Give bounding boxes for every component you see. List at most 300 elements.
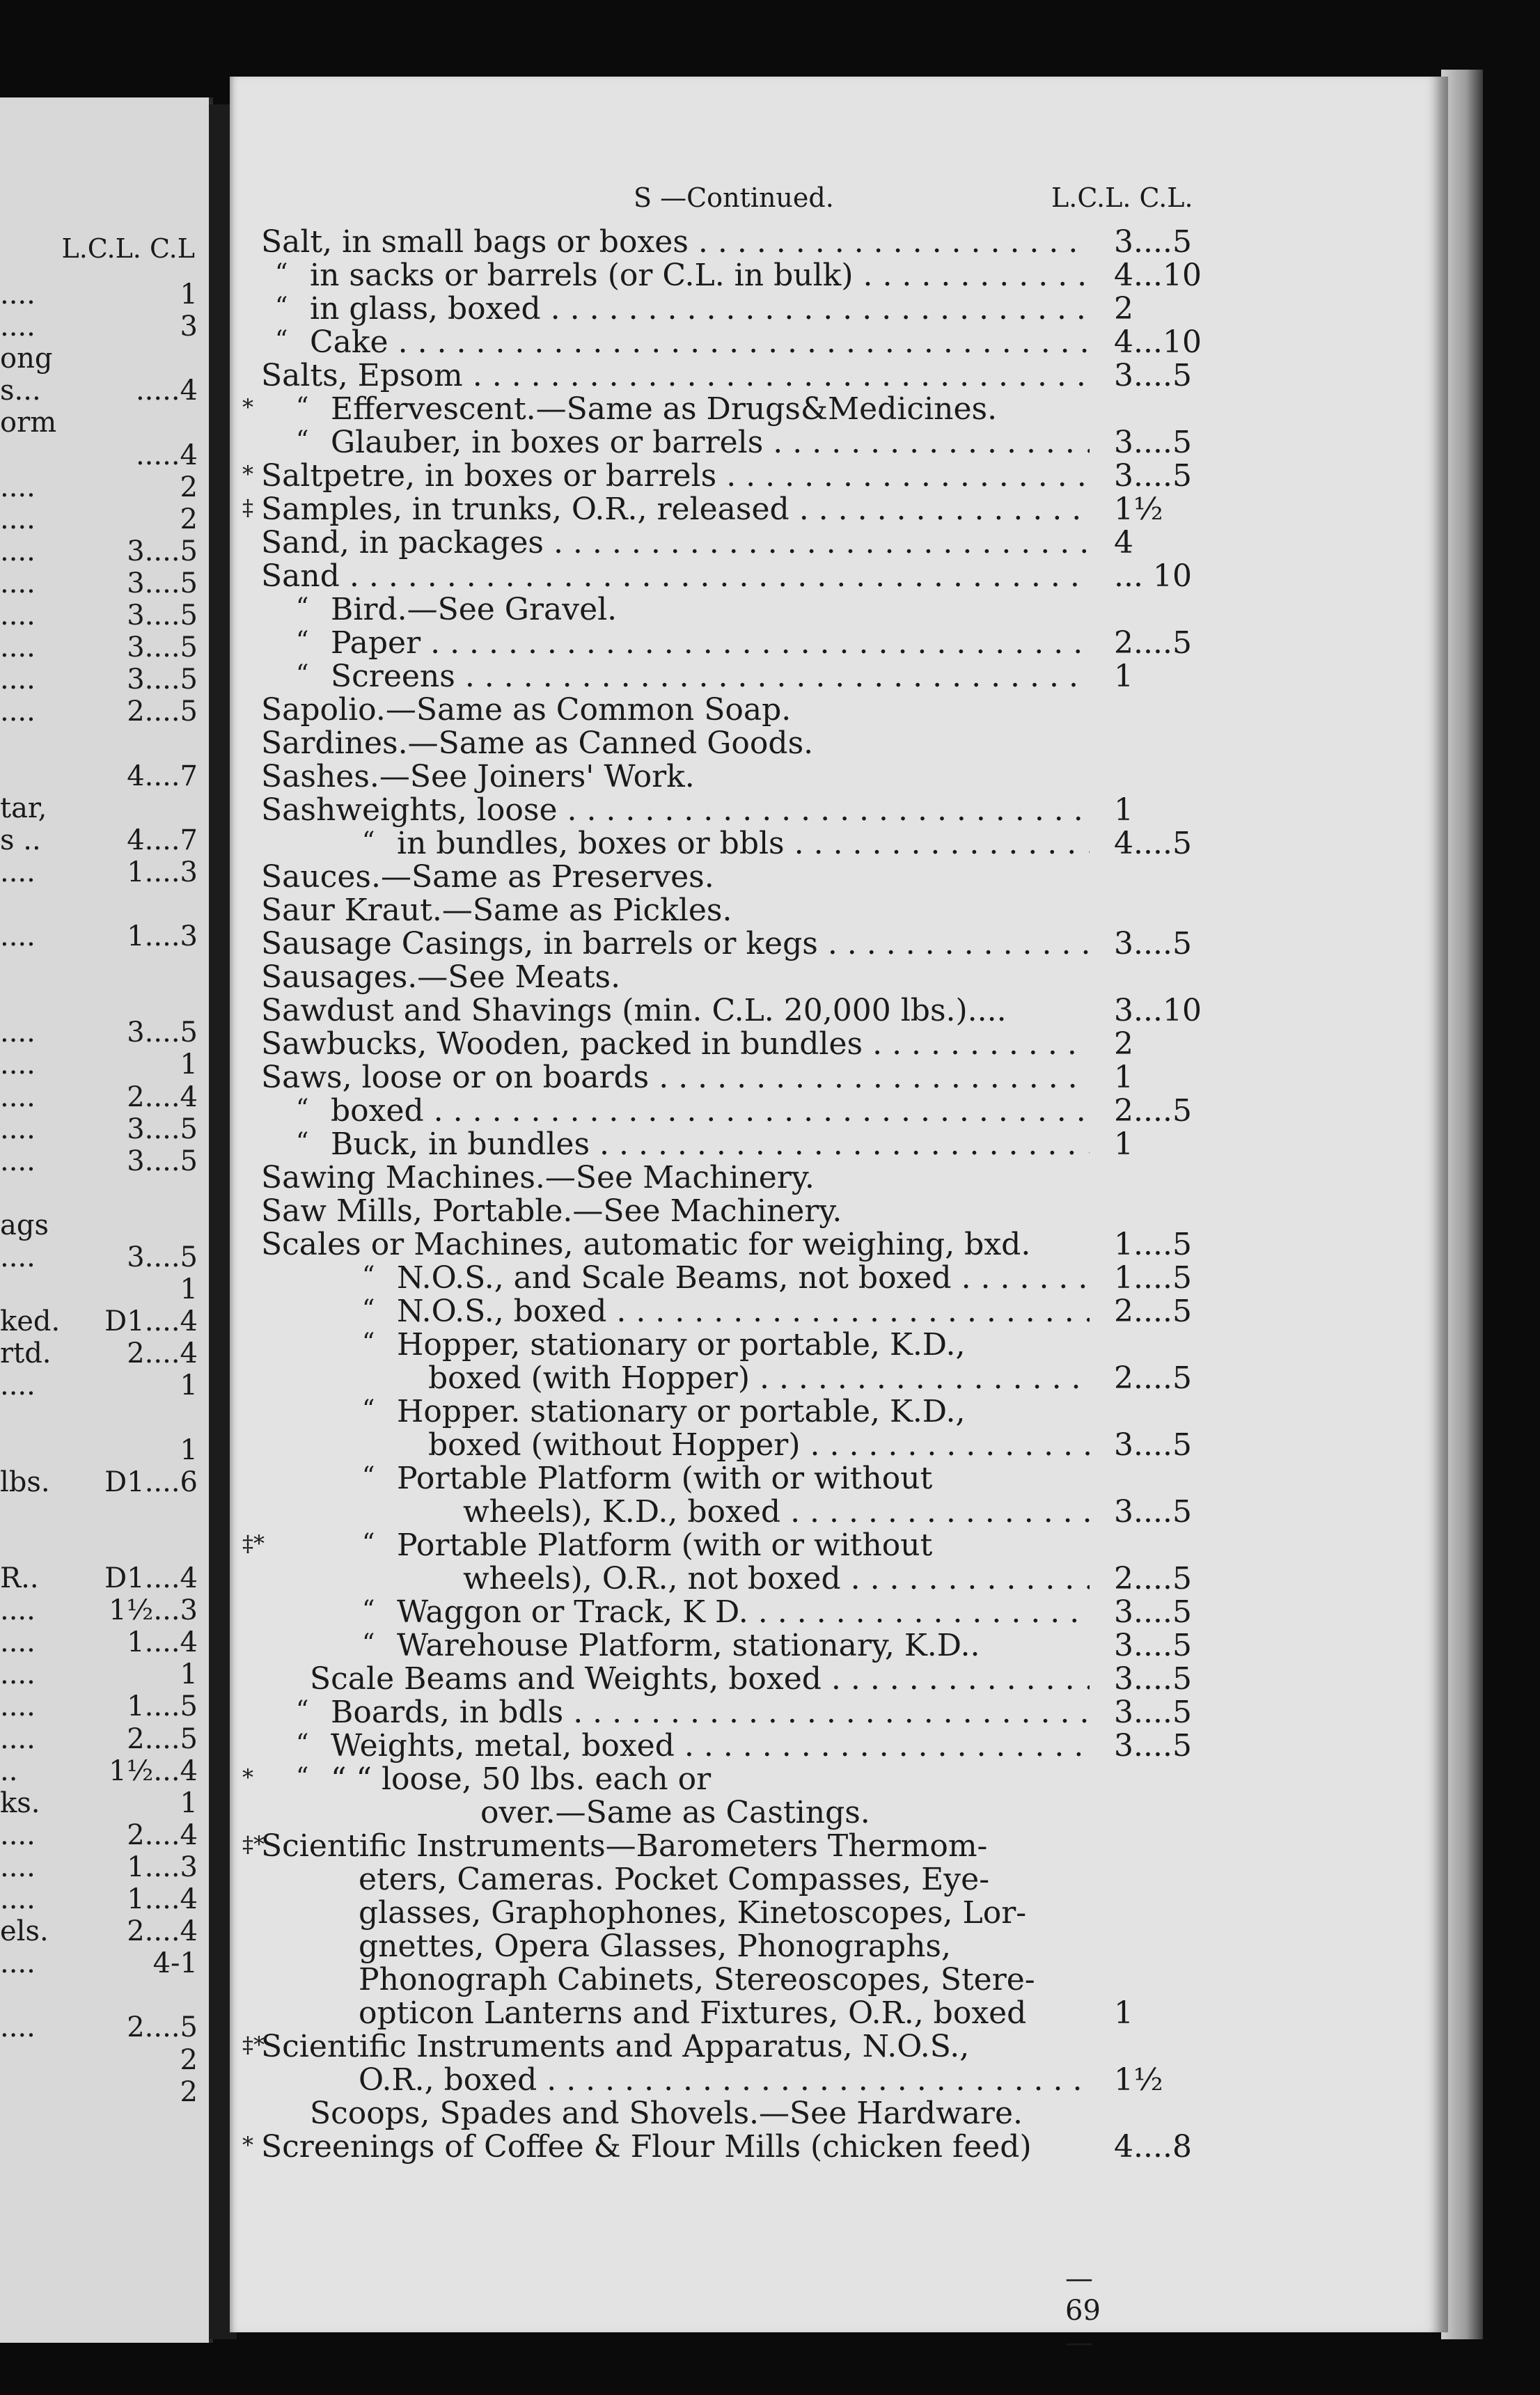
- left-row-text: ....: [0, 1594, 36, 1627]
- left-page-row: [0, 2076, 198, 2110]
- entry-text: Sawing Machines.—See Machinery.: [261, 1160, 815, 1195]
- left-row-rate: D1....4: [104, 1562, 198, 1594]
- entry-text: Saltpetre, in boxes or barrels . . .: [261, 458, 1090, 494]
- entry-text: Warehouse Platform, stationary, K.D..: [397, 1628, 980, 1663]
- entry-rate: 1: [1114, 1126, 1133, 1162]
- entry-text: glasses, Graphophones, Kinetoscopes, Lor-: [359, 1895, 1027, 1931]
- entry-rate: 3....5: [1114, 458, 1192, 494]
- entry-rate: 3....5: [1114, 1594, 1192, 1630]
- page-header: [230, 182, 1448, 217]
- left-row-text: ....: [0, 1369, 36, 1402]
- tariff-entry: [230, 391, 1448, 425]
- tariff-entry: [230, 893, 1448, 926]
- tariff-entry: [230, 1661, 1448, 1695]
- entry-text: Hopper. stationary or portable, K.D.,: [397, 1394, 966, 1429]
- left-row-text: ....: [0, 311, 36, 343]
- tariff-entry: [230, 859, 1448, 893]
- entry-text: Sauces.—Same as Preserves.: [261, 859, 714, 895]
- entry-rate: 3....5: [1114, 1427, 1192, 1463]
- left-page-row: [0, 567, 198, 601]
- left-row-text: ....: [0, 1690, 36, 1723]
- tariff-entry: [230, 1126, 1448, 1160]
- tariff-entry: [230, 258, 1448, 291]
- ditto-mark: “: [362, 1462, 375, 1491]
- left-row-text: rtd.: [0, 1337, 52, 1370]
- left-page-row: [0, 952, 198, 986]
- left-page-row: [0, 503, 198, 537]
- left-row-text: ....: [0, 567, 36, 599]
- entry-rate: 1....5: [1114, 1227, 1192, 1262]
- left-page-row: [0, 1626, 198, 1660]
- left-row-rate: 2....5: [127, 696, 198, 728]
- left-page-row: [0, 1177, 198, 1211]
- tariff-entry: [230, 1093, 1448, 1129]
- left-page-row: [0, 696, 198, 729]
- tariff-entry: [230, 759, 1448, 792]
- entry-rate: 3....5: [1114, 1695, 1192, 1730]
- left-row-text: s...: [0, 375, 41, 407]
- left-row-rate: 1½...4: [109, 1754, 198, 1787]
- entry-text: Sausage Casings, in barrels or kegs . . .: [261, 926, 1090, 961]
- left-row-text: ks.: [0, 1787, 40, 1819]
- left-page-row: [0, 984, 198, 1018]
- entry-text: Scientific Instruments and Apparatus, N.O.S.,: [261, 2029, 970, 2064]
- tariff-entry: [230, 1260, 1448, 1294]
- entry-rate: 3...10: [1114, 993, 1202, 1028]
- tariff-entry: [230, 1895, 1448, 1929]
- left-page-row: [0, 663, 198, 697]
- tariff-entry: [230, 725, 1448, 759]
- entry-mark: *: [242, 394, 253, 421]
- entry-text: Glauber, in boxes or barrels . . .: [331, 425, 1090, 460]
- ditto-mark: “: [296, 393, 309, 421]
- entry-rate: 3....5: [1114, 1728, 1192, 1764]
- entry-rate: 2....5: [1114, 1561, 1192, 1596]
- left-row-text: s ..: [0, 824, 41, 856]
- entry-text: Cake . . .: [310, 324, 1090, 360]
- entry-text: Sausages.—See Meats.: [261, 959, 621, 995]
- left-row-rate: .....4: [135, 375, 198, 407]
- left-page-column-header: L.C.L. C.L: [61, 233, 195, 264]
- left-page-row: [0, 760, 198, 794]
- left-row-rate: 3....5: [127, 1145, 198, 1177]
- left-page-row: [0, 1883, 198, 1917]
- tariff-entry: [230, 1461, 1448, 1494]
- entry-text: Sawbucks, Wooden, packed in bundles . . .: [261, 1026, 1090, 1062]
- entry-rate: 3....5: [1114, 1494, 1192, 1530]
- left-page-row: [0, 1562, 198, 1596]
- entry-text: in glass, boxed . . .: [310, 291, 1090, 327]
- continued-heading: S —Continued.: [634, 182, 834, 213]
- left-page-row: [0, 1016, 198, 1050]
- left-row-text: ....: [0, 1658, 36, 1691]
- left-row-text: ....: [0, 920, 36, 952]
- page-number: —69—: [1065, 2263, 1101, 2359]
- left-row-text: ....: [0, 1241, 36, 1273]
- left-page-row: [0, 824, 198, 858]
- left-page-row: [0, 471, 198, 505]
- tariff-entry: [230, 1962, 1448, 1995]
- entry-text: Buck, in bundles . . .: [331, 1126, 1090, 1162]
- tariff-entry: [230, 558, 1448, 592]
- ditto-mark: “: [296, 1696, 309, 1725]
- left-row-rate: .....4: [135, 439, 198, 471]
- left-row-rate: 2: [180, 2043, 198, 2076]
- left-row-text: ....: [0, 663, 36, 696]
- tariff-entry: [230, 692, 1448, 728]
- tariff-entry: [230, 659, 1448, 692]
- entry-text: wheels), K.D., boxed . . .: [463, 1494, 1090, 1530]
- entry-text: N.O.S., and Scale Beams, not boxed . . .: [397, 1260, 1090, 1296]
- ditto-mark: “: [296, 627, 309, 655]
- left-row-rate: D1....6: [104, 1466, 198, 1498]
- left-page-row: [0, 856, 198, 890]
- left-row-rate: D1....4: [104, 1305, 198, 1338]
- tariff-entry: [230, 625, 1448, 659]
- left-row-text: R..: [0, 1562, 39, 1594]
- left-page-row: [0, 1337, 198, 1371]
- entry-text: Sashes.—See Joiners' Work.: [261, 759, 695, 794]
- entry-text: O.R., boxed . . .: [359, 2062, 1090, 2098]
- entry-text: Portable Platform (with or without: [397, 1461, 933, 1496]
- entry-text: N.O.S., boxed . . .: [397, 1294, 1090, 1329]
- ditto-mark: “: [275, 326, 288, 354]
- left-row-text: ....: [0, 1883, 36, 1915]
- tariff-entry: [230, 1060, 1448, 1093]
- tariff-entry: [230, 1193, 1448, 1227]
- left-page-row: [0, 792, 198, 826]
- left-row-rate: 3....5: [127, 567, 198, 599]
- tariff-entry: [230, 826, 1448, 859]
- entry-text: Portable Platform (with or without: [397, 1528, 933, 1563]
- left-row-rate: 1....4: [127, 1883, 198, 1915]
- left-page-row: [0, 2044, 198, 2078]
- entry-text: Samples, in trunks, O.R., released . . .: [261, 492, 1090, 527]
- left-row-rate: 1: [180, 278, 198, 311]
- left-row-rate: 1....3: [127, 1851, 198, 1883]
- tariff-entry: [230, 1227, 1448, 1260]
- left-page-row: [0, 1723, 198, 1757]
- left-page-row: [0, 728, 198, 761]
- ditto-mark: “: [362, 1262, 375, 1290]
- tariff-entry: [230, 1360, 1448, 1394]
- tariff-entry: [230, 1995, 1448, 2029]
- entry-rate: 4...10: [1114, 258, 1202, 293]
- left-row-text: ....: [0, 535, 36, 567]
- left-row-rate: 3....5: [127, 663, 198, 696]
- ditto-mark: “: [296, 426, 309, 455]
- ditto-mark: “: [296, 1094, 309, 1123]
- entry-text: “ “ loose, 50 lbs. each or: [331, 1761, 712, 1797]
- entry-mark: ‡*: [242, 1530, 265, 1557]
- entry-rate: 1: [1114, 659, 1133, 694]
- tariff-entry: [230, 1929, 1448, 1962]
- left-row-text: ....: [0, 696, 36, 728]
- left-row-text: ....: [0, 278, 36, 311]
- entry-text: Weights, metal, boxed . . .: [331, 1728, 1090, 1764]
- entry-mark: *: [242, 461, 253, 487]
- left-page-row: [0, 631, 198, 665]
- left-page-row: [0, 1209, 198, 1243]
- tariff-entry: [230, 291, 1448, 327]
- left-row-rate: 2....4: [127, 1081, 198, 1113]
- tariff-entry: [230, 492, 1448, 525]
- left-page-row: [0, 535, 198, 569]
- ditto-mark: “: [296, 1729, 309, 1758]
- entry-text: Scale Beams and Weights, boxed . . .: [310, 1661, 1090, 1697]
- entry-text: gnettes, Opera Glasses, Phonographs,: [359, 1929, 951, 1964]
- entry-rate: 1....5: [1114, 1260, 1192, 1296]
- left-row-text: ....: [0, 631, 36, 664]
- tariff-entry: [230, 1862, 1448, 1895]
- entry-rate: 1: [1114, 1995, 1133, 2031]
- left-row-text: ....: [0, 1626, 36, 1659]
- tariff-entry: [230, 792, 1448, 826]
- left-row-rate: 1: [180, 1049, 198, 1081]
- ditto-mark: “: [275, 292, 288, 321]
- left-row-text: ....: [0, 503, 36, 535]
- left-row-rate: 1....3: [127, 920, 198, 952]
- left-page-row: [0, 1947, 198, 1981]
- left-row-rate: 2....5: [127, 1722, 198, 1755]
- left-page-row: [0, 278, 198, 312]
- entry-mark: ‡: [242, 494, 253, 521]
- tariff-entry: [230, 1561, 1448, 1594]
- left-row-text: els.: [0, 1915, 49, 1948]
- left-row-rate: 3....5: [127, 1016, 198, 1049]
- left-row-rate: 1: [180, 1434, 198, 1466]
- entry-mark: *: [242, 2132, 253, 2158]
- left-row-rate: 1: [180, 1369, 198, 1402]
- left-page-row: [0, 599, 198, 633]
- tariff-entry: [230, 1795, 1448, 1828]
- left-row-rate: 2: [180, 503, 198, 535]
- entry-text: Salts, Epsom . . .: [261, 358, 1090, 393]
- entry-rate: 1½: [1114, 2062, 1163, 2098]
- left-page-row: [0, 1402, 198, 1436]
- entry-text: Sand . . .: [261, 558, 1090, 594]
- entry-text: Screenings of Coffee & Flour Mills (chicken feed): [261, 2129, 1032, 2165]
- entry-rate: 2....5: [1114, 1294, 1192, 1329]
- left-row-rate: 1: [180, 1787, 198, 1819]
- tariff-entry: [230, 2096, 1448, 2129]
- tariff-entry: [230, 324, 1448, 358]
- tariff-entry: [230, 2129, 1448, 2165]
- tariff-entry: [230, 2062, 1448, 2096]
- left-row-text: ....: [0, 1851, 36, 1883]
- entry-rate: 3....5: [1114, 1661, 1192, 1697]
- tariff-entry: [230, 425, 1448, 458]
- left-page-row: [0, 1145, 198, 1179]
- left-row-rate: 3....5: [127, 535, 198, 567]
- entry-mark: ‡*: [242, 2032, 265, 2058]
- left-row-rate: 3....5: [127, 631, 198, 664]
- left-page-row: [0, 1530, 198, 1564]
- left-row-rate: 2....4: [127, 1915, 198, 1948]
- entry-text: wheels), O.R., not boxed . . .: [463, 1561, 1090, 1596]
- ditto-mark: “: [296, 660, 309, 689]
- left-page-row: [0, 1241, 198, 1275]
- tariff-entry: [230, 525, 1448, 558]
- left-page-row: [0, 1787, 198, 1821]
- entry-rate: 2....5: [1114, 1360, 1192, 1396]
- ditto-mark: “: [362, 1529, 375, 1557]
- entry-text: boxed . . .: [331, 1093, 1090, 1129]
- ditto-mark: “: [296, 593, 309, 622]
- entry-text: Saws, loose or on boards . . .: [261, 1060, 1090, 1095]
- left-row-text: ....: [0, 1081, 36, 1113]
- left-page-row: [0, 2011, 198, 2045]
- tariff-entry: [230, 1294, 1448, 1327]
- tariff-page: [230, 77, 1448, 2359]
- left-page-row: [0, 1369, 198, 1403]
- left-page-row: [0, 888, 198, 922]
- left-row-text: ....: [0, 2011, 36, 2044]
- left-page-row: [0, 375, 198, 408]
- entry-text: in sacks or barrels (or C.L. in bulk) . . .: [310, 258, 1090, 293]
- tariff-entry: [230, 1528, 1448, 1561]
- entry-text: Hopper, stationary or portable, K.D.,: [397, 1327, 966, 1363]
- entry-text: over.—Same as Castings.: [480, 1795, 870, 1830]
- entry-rate: 2: [1114, 1026, 1133, 1062]
- left-row-text: ....: [0, 1049, 36, 1081]
- left-page-row: [0, 1273, 198, 1307]
- tariff-entry: [230, 1728, 1448, 1764]
- left-row-text: ked.: [0, 1305, 61, 1338]
- tariff-entry: [230, 1160, 1448, 1193]
- entry-text: in bundles, boxes or bbls . . .: [397, 826, 1090, 861]
- tariff-entry: [230, 926, 1448, 959]
- left-row-rate: 1....3: [127, 856, 198, 888]
- entry-rate: 3....5: [1114, 1628, 1192, 1663]
- entry-text: Saur Kraut.—Same as Pickles.: [261, 893, 732, 928]
- entry-text: Saw Mills, Portable.—See Machinery.: [261, 1193, 842, 1229]
- left-row-rate: 4....7: [127, 824, 198, 856]
- left-page-row: [0, 1755, 198, 1789]
- entry-rate: 4: [1114, 525, 1133, 560]
- left-row-rate: 3....5: [127, 1241, 198, 1273]
- entry-rate: 1½: [1114, 492, 1163, 527]
- left-page-row: [0, 1819, 198, 1853]
- entry-text: Scales or Machines, automatic for weighing, bxd.: [261, 1227, 1031, 1262]
- left-page-row: [0, 1498, 198, 1532]
- left-row-text: lbs.: [0, 1466, 50, 1498]
- entry-text: boxed (with Hopper) . . .: [428, 1360, 1090, 1396]
- entry-rate: 4....5: [1114, 826, 1192, 861]
- entry-text: Waggon or Track, K D. . . .: [397, 1594, 1090, 1630]
- entry-text: Boards, in bdls . . .: [331, 1695, 1090, 1730]
- entry-text: eters, Cameras. Pocket Compasses, Eye-: [359, 1862, 990, 1897]
- left-page-row: [0, 1466, 198, 1500]
- left-page-row: [0, 1979, 198, 2013]
- left-row-rate: 1....4: [127, 1626, 198, 1659]
- left-page-row: [0, 1049, 198, 1082]
- tariff-entry: [230, 1761, 1448, 1795]
- tariff-entry: [230, 224, 1448, 258]
- rate-column-headers: L.C.L. C.L.: [1051, 182, 1193, 213]
- left-row-text: ....: [0, 856, 36, 888]
- left-row-rate: 4....7: [127, 760, 198, 792]
- left-row-rate: 3: [180, 311, 198, 343]
- left-row-rate: 3....5: [127, 599, 198, 631]
- left-row-text: ....: [0, 1016, 36, 1049]
- tariff-entry: [230, 1394, 1448, 1427]
- tariff-entry: [230, 1427, 1448, 1461]
- left-row-text: ....: [0, 1819, 36, 1851]
- left-row-text: ....: [0, 1947, 36, 1980]
- entry-rate: 2....5: [1114, 1093, 1192, 1129]
- left-row-text: ags: [0, 1209, 49, 1241]
- left-facing-page: [0, 97, 213, 2343]
- ditto-mark: “: [362, 1328, 375, 1357]
- left-row-text: orm: [0, 407, 57, 439]
- ditto-mark: “: [362, 1629, 375, 1658]
- tariff-entry: [230, 1695, 1448, 1728]
- left-page-row: [0, 343, 198, 376]
- left-page-row: [0, 1690, 198, 1724]
- left-row-rate: 4-1: [152, 1947, 198, 1980]
- left-row-rate: 1: [180, 1658, 198, 1691]
- left-row-rate: 1½...3: [109, 1594, 198, 1627]
- entry-rate: ... 10: [1114, 558, 1192, 594]
- entry-rate: 4....8: [1114, 2129, 1192, 2165]
- left-page-row: [0, 407, 198, 440]
- left-row-rate: 2....5: [127, 2011, 198, 2044]
- left-page-row: [0, 311, 198, 344]
- tariff-entry: [230, 1494, 1448, 1528]
- ditto-mark: “: [362, 1295, 375, 1324]
- ditto-mark: “: [296, 1763, 309, 1791]
- left-row-text: ong: [0, 343, 53, 375]
- left-row-text: ....: [0, 1145, 36, 1177]
- entry-text: Sawdust and Shavings (min. C.L. 20,000 lbs.)....: [261, 993, 1007, 1028]
- entry-rate: 4...10: [1114, 324, 1202, 360]
- left-row-rate: 1: [180, 1273, 198, 1306]
- left-page-row: [0, 1594, 198, 1628]
- entry-text: Effervescent.—Same as Drugs&Medicines.: [331, 391, 998, 427]
- tariff-entry: [230, 358, 1448, 391]
- entry-text: Sashweights, loose . . .: [261, 792, 1090, 828]
- left-row-rate: 3....5: [127, 1113, 198, 1145]
- left-row-text: ....: [0, 1722, 36, 1755]
- tariff-entry: [230, 592, 1448, 625]
- tariff-entry: [230, 2029, 1448, 2062]
- left-row-text: ....: [0, 1113, 36, 1145]
- ditto-mark: “: [362, 1596, 375, 1624]
- tariff-entry: [230, 458, 1448, 492]
- entry-text: Salt, in small bags or boxes . . .: [261, 224, 1090, 260]
- left-row-rate: 1....5: [127, 1690, 198, 1723]
- entry-text: Screens . . .: [331, 659, 1090, 694]
- left-page-row: [0, 439, 198, 473]
- ditto-mark: “: [296, 1128, 309, 1156]
- entry-text: Scientific Instruments—Barometers Thermom-: [261, 1828, 988, 1864]
- left-page-row: [0, 1851, 198, 1885]
- left-row-text: tar,: [0, 792, 47, 824]
- entry-text: Bird.—See Gravel.: [331, 592, 618, 627]
- tariff-entry: [230, 1594, 1448, 1628]
- entry-rate: 3....5: [1114, 224, 1192, 260]
- tariff-entry: [230, 959, 1448, 993]
- entry-mark: *: [242, 1764, 253, 1791]
- tariff-entry: [230, 1327, 1448, 1363]
- entry-rate: 2: [1114, 291, 1133, 327]
- entry-text: Phonograph Cabinets, Stereoscopes, Stere-: [359, 1962, 1035, 1997]
- entry-rate: 1: [1114, 792, 1133, 828]
- left-page-row: [0, 1081, 198, 1115]
- entry-text: boxed (without Hopper) . . .: [428, 1427, 1090, 1463]
- entry-mark: ‡*: [242, 1831, 265, 1858]
